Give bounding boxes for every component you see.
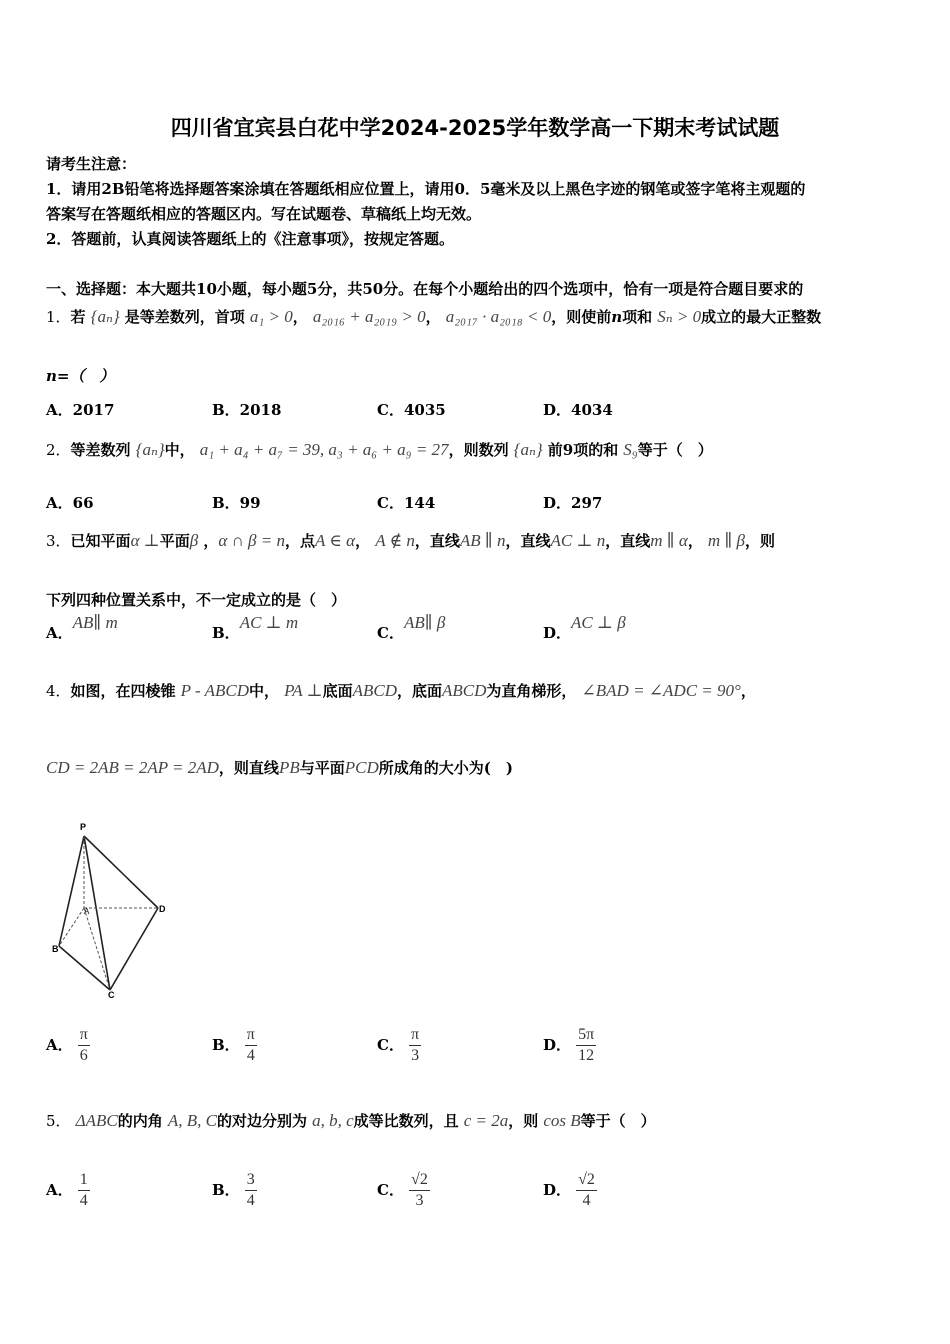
denominator: 12 xyxy=(578,1047,595,1064)
q4-option-d-label: D． xyxy=(543,1036,572,1054)
q3-text: ，直线 xyxy=(605,532,651,550)
q5-text: ，则 xyxy=(508,1112,539,1130)
denominator: 4 xyxy=(582,1192,591,1209)
q4-option-c[interactable] xyxy=(377,1025,421,1066)
q3-math: α ∩ β = n xyxy=(218,531,285,550)
q4-math: PB xyxy=(278,758,300,777)
figure-label-p: P xyxy=(80,822,87,832)
section-heading: 一、选择题：本大题共10小题，每小题5分，共50分。在每个小题给出的四个选项中，恰有一项是符合题目要求的 xyxy=(46,280,804,298)
q2-text: 中， xyxy=(164,441,195,459)
q4-math: ∠BAD = ∠ADC = 90° xyxy=(581,681,741,700)
figure-label-a: A xyxy=(84,907,90,916)
q3-option-c-label: C． xyxy=(377,624,404,642)
q1-math: {aₙ} xyxy=(90,307,120,326)
q2-option-c[interactable]: C．144 xyxy=(377,494,436,512)
q3-option-b-label: B． xyxy=(212,624,240,642)
notice-line-3: 2．答题前，认真阅读答题纸上的《注意事项》，按规定答题。 xyxy=(46,230,454,248)
q3-option-d-math: AC ⊥ β xyxy=(571,613,626,632)
q4-option-a-label: A． xyxy=(46,1036,73,1054)
q1-math: a₁ > 0 xyxy=(249,307,293,326)
q5-option-d[interactable] xyxy=(543,1170,597,1211)
q2-text: 前9项的和 xyxy=(547,441,619,459)
q5-option-a-label: A． xyxy=(46,1181,73,1199)
q4-math: PCD xyxy=(344,758,379,777)
numerator: 3 xyxy=(245,1170,257,1191)
q4-text: 底面 xyxy=(322,682,353,700)
notice-line-2: 答案写在答题纸相应的答题区内。写在试题卷、草稿纸上均无效。 xyxy=(46,205,482,223)
denominator: 3 xyxy=(415,1192,424,1209)
q5-text: 的对边分别为 xyxy=(216,1112,307,1130)
q3-continuation: 下列四种位置关系中，不一定成立的是（ ） xyxy=(46,591,347,609)
q4-text: ，底面 xyxy=(397,682,443,700)
q2-text: ，则数列 xyxy=(448,441,509,459)
pyramid-figure xyxy=(44,818,174,1003)
q1-option-a[interactable]: A．2017 xyxy=(46,401,115,419)
q1-text: ， xyxy=(425,308,441,326)
denominator: 6 xyxy=(79,1047,88,1064)
q5-option-b-fraction xyxy=(245,1170,257,1211)
q1-option-d[interactable]: D．4034 xyxy=(543,401,613,419)
q3-option-a-label: A． xyxy=(46,624,73,642)
question-1 xyxy=(46,306,821,327)
q3-option-c[interactable] xyxy=(377,613,446,643)
q4-option-c-fraction xyxy=(409,1025,421,1066)
q4-option-b-label: B． xyxy=(212,1036,240,1054)
q5-option-b[interactable] xyxy=(212,1170,257,1211)
q4-text: 为直角梯形， xyxy=(486,682,577,700)
q2-text: 等差数列 xyxy=(70,441,131,459)
q3-text: ，直线 xyxy=(414,532,460,550)
denominator: 4 xyxy=(246,1192,255,1209)
q1-continuation: n=（ ） xyxy=(46,367,115,385)
numerator: 1 xyxy=(78,1170,90,1191)
q5-option-c-label: C． xyxy=(377,1181,404,1199)
q3-option-d-label: D． xyxy=(543,624,572,642)
q3-option-d[interactable] xyxy=(543,613,626,643)
numerator: π xyxy=(78,1025,90,1046)
q3-option-b[interactable] xyxy=(212,613,299,643)
q5-math: ΔABC xyxy=(75,1111,118,1130)
figure-label-b: B xyxy=(52,944,59,954)
q5-math: c = 2a xyxy=(463,1111,509,1130)
q1-number: 1． xyxy=(46,308,71,326)
q3-text: 已知平面 xyxy=(70,532,131,550)
q5-math: A, B, C xyxy=(167,1111,217,1130)
denominator: 3 xyxy=(411,1047,420,1064)
notice-heading: 请考生注意： xyxy=(46,155,137,173)
q4-option-a[interactable] xyxy=(46,1025,90,1066)
q4-text: ， xyxy=(740,682,756,700)
q3-math: α ⊥ xyxy=(130,531,160,550)
q3-math: A ∈ α xyxy=(314,531,356,550)
q4-text: ，则直线 xyxy=(218,759,279,777)
q1-text: 是等差数列，首项 xyxy=(124,308,245,326)
q1-text: 项和 xyxy=(622,308,653,326)
q1-text: ，则使前 xyxy=(551,308,612,326)
q3-text: ， xyxy=(203,532,219,550)
q3-text: 平面 xyxy=(159,532,190,550)
q5-text: 的内角 xyxy=(117,1112,163,1130)
q4-text: 所成角的大小为( ) xyxy=(378,759,513,777)
numerator: √2 xyxy=(576,1170,597,1191)
q5-option-d-fraction xyxy=(576,1170,597,1211)
q3-math: β xyxy=(189,531,199,550)
q3-text: ，点 xyxy=(284,532,315,550)
q4-text: 如图，在四棱锥 xyxy=(70,682,176,700)
q3-text: ，直线 xyxy=(505,532,551,550)
page-title: 四川省宜宾县白花中学2024-2025学年数学高一下期末考试试题 xyxy=(170,116,780,140)
q5-option-a-fraction xyxy=(78,1170,90,1211)
q3-option-a-math: AB∥ m xyxy=(72,613,118,632)
question-4 xyxy=(46,680,756,701)
q2-math: a₁ + a₄ + a₇ = 39, a₃ + a₆ + a₉ = 27 xyxy=(199,440,449,459)
q2-option-b[interactable]: B．99 xyxy=(212,494,261,512)
q5-text: 等于（ ） xyxy=(580,1112,656,1130)
denominator: 4 xyxy=(246,1047,255,1064)
question-5 xyxy=(46,1110,656,1131)
q4-number: 4． xyxy=(46,682,71,700)
q3-text: ，则 xyxy=(745,532,776,550)
question-3 xyxy=(46,530,775,551)
q2-option-d[interactable]: D．297 xyxy=(543,494,603,512)
q3-text: ， xyxy=(687,532,703,550)
q4-option-c-label: C． xyxy=(377,1036,404,1054)
q3-math: AC ⊥ n xyxy=(550,531,606,550)
q1-text: ， xyxy=(292,308,308,326)
numerator: π xyxy=(245,1025,257,1046)
q1-text: 成立的最大正整数 xyxy=(701,308,822,326)
q2-math: {aₙ} xyxy=(513,440,543,459)
q2-text: 等于（ ） xyxy=(637,441,713,459)
q4-math: PA ⊥ xyxy=(284,681,323,700)
numerator: 5π xyxy=(576,1025,596,1046)
numerator: π xyxy=(409,1025,421,1046)
q5-text: 成等比数列，且 xyxy=(353,1112,459,1130)
q1-option-b[interactable]: B．2018 xyxy=(212,401,282,419)
q5-option-a[interactable] xyxy=(46,1170,90,1211)
q4-option-a-fraction xyxy=(78,1025,90,1066)
numerator: √2 xyxy=(409,1170,430,1191)
figure-label-d: D xyxy=(159,904,166,914)
q4-math: P - ABCD xyxy=(180,681,249,700)
q2-option-a[interactable]: A．66 xyxy=(46,494,94,512)
q4-option-b[interactable] xyxy=(212,1025,257,1066)
q3-option-b-math: AC ⊥ m xyxy=(239,613,299,632)
q2-math: {aₙ} xyxy=(135,440,165,459)
q1-option-c[interactable]: C．4035 xyxy=(377,401,446,419)
q1-math: a₂₀₁₇ · a₂₀₁₈ < 0 xyxy=(445,307,552,326)
q3-option-c-math: AB∥ β xyxy=(403,613,446,632)
q1-text: n xyxy=(611,308,623,326)
q2-math: S₉ xyxy=(623,440,638,459)
q3-text: ， xyxy=(355,532,371,550)
q3-math: AB ∥ n xyxy=(459,531,506,550)
q4-continuation xyxy=(46,757,513,778)
q3-math: A ∉ n xyxy=(375,531,415,550)
q5-option-c[interactable] xyxy=(377,1170,430,1211)
q4-option-d[interactable] xyxy=(543,1025,596,1066)
q5-math: cos B xyxy=(543,1111,581,1130)
q4-math: ABCD xyxy=(442,681,487,700)
question-2 xyxy=(46,439,713,460)
q3-math: m ∥ α xyxy=(650,531,688,550)
q1-text: 若 xyxy=(70,308,86,326)
q5-option-c-fraction xyxy=(409,1170,430,1211)
q5-option-b-label: B． xyxy=(212,1181,240,1199)
figure-label-c: C xyxy=(108,990,115,1000)
q4-option-d-fraction xyxy=(576,1025,596,1066)
notice-line-1: 1．请用2B铅笔将选择题答案涂填在答题纸相应位置上，请用0．5毫米及以上黑色字迹的钢笔或签字笔将主观题的 xyxy=(46,180,806,198)
q4-text: 与平面 xyxy=(299,759,345,777)
q3-number: 3． xyxy=(46,532,71,550)
q4-math: ABCD xyxy=(352,681,398,700)
q5-option-d-label: D． xyxy=(543,1181,572,1199)
q4-option-b-fraction xyxy=(245,1025,257,1066)
q4-text: 中， xyxy=(248,682,279,700)
q2-number: 2． xyxy=(46,441,71,459)
q5-number: 5． xyxy=(46,1112,71,1130)
q4-math: CD = 2AB = 2AP = 2AD xyxy=(46,758,219,777)
q1-math: a₂₀₁₆ + a₂₀₁₉ > 0 xyxy=(312,307,426,326)
q1-math: Sₙ > 0 xyxy=(657,307,702,326)
q3-option-a[interactable] xyxy=(46,613,118,643)
denominator: 4 xyxy=(79,1192,88,1209)
q5-math: a, b, c xyxy=(312,1111,354,1130)
q3-math: m ∥ β xyxy=(707,531,746,550)
